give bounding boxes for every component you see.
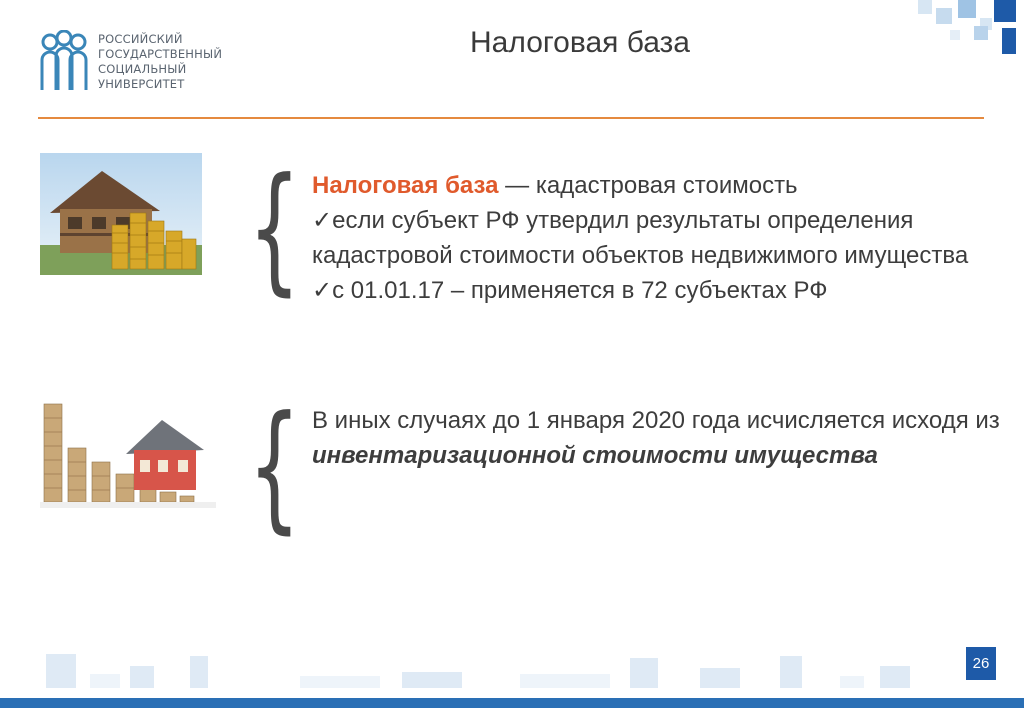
curly-brace-icon: { <box>248 148 301 309</box>
condition-item: ✓с 01.01.17 – применяется в 72 субъектах РФ <box>312 277 828 304</box>
condition-item: ✓если субъект РФ утвердил результаты определения кадастровой стоимости объектов недвижимого имущества <box>312 207 969 269</box>
bottom-decoration <box>0 648 1024 698</box>
cadastral-value-text <box>312 168 1002 308</box>
lead-rest: — кадастровая стоимость <box>498 172 798 199</box>
logo-line-3: СОЦИАЛЬНЫЙ <box>98 62 187 76</box>
bottom-bar <box>0 698 1024 708</box>
other-cases-text: В иных случаях до 1 января 2020 года исчисляется исходя из <box>312 407 1000 434</box>
coin-stacks-and-house-image <box>40 398 216 516</box>
logo-line-1: РОССИЙСКИЙ <box>98 32 183 46</box>
inventory-value-emphasis: инвентаризационной стоимости имущества <box>312 442 878 469</box>
inventory-value-text <box>312 403 1002 473</box>
page-number: 26 <box>966 647 996 680</box>
slide-title: Налоговая база <box>470 26 690 59</box>
logo-line-4: УНИВЕРСИТЕТ <box>98 77 185 91</box>
curly-brace-icon: { <box>248 386 301 547</box>
lead-line <box>312 168 1002 203</box>
corner-decoration <box>914 0 1024 56</box>
logo-text <box>98 32 222 92</box>
title-divider <box>38 117 984 119</box>
house-with-coins-image <box>40 153 202 275</box>
university-logo <box>38 30 258 94</box>
logo-emblem-icon <box>38 30 90 92</box>
logo-line-2: ГОСУДАРСТВЕННЫЙ <box>98 47 223 61</box>
tax-base-label: Налоговая база <box>312 172 499 199</box>
